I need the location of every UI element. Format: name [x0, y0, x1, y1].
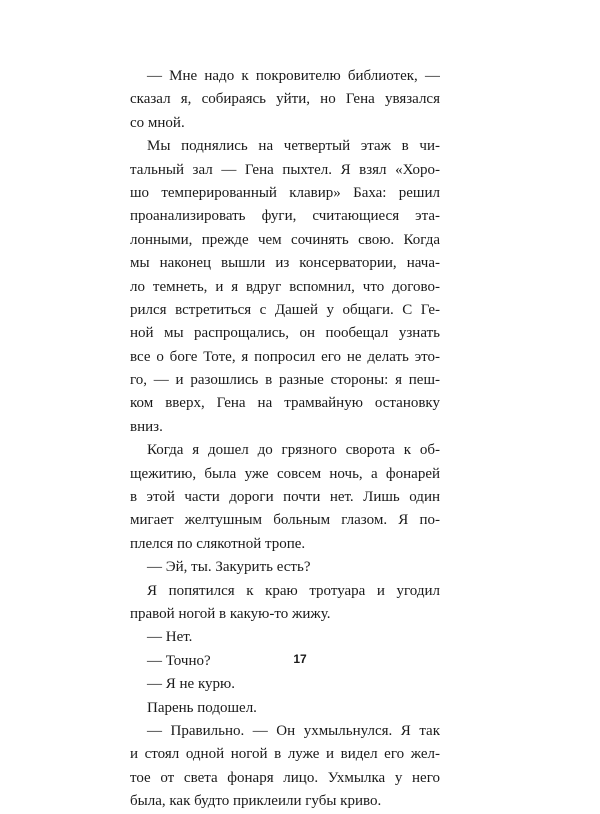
text-line: тальный зал — Гена пыхтел. Я взял «Хоро- — [130, 161, 440, 178]
text-line: щежитию, была уже совсем ночь, а фонарей — [130, 465, 440, 482]
text-line: Мы поднялись на четвертый этаж в чи- — [147, 138, 440, 155]
text-line: го, — и разошлись в разные стороны: я пеш- — [130, 372, 440, 389]
text-line: — Мне надо к покровителю библиотек, — — [147, 68, 440, 84]
text-line: тое от света фонаря лицо. Ухмылка у него — [130, 769, 440, 786]
text-line: правой ногой в какую-то жижу. — [130, 605, 331, 622]
text-line: лонными, прежде чем сочинять свою. Когда — [130, 231, 440, 248]
text-line: мигает желтушным больным глазом. Я по- — [130, 512, 440, 529]
text-line: ло темнеть, и я вдруг вспомнил, что догово- — [130, 278, 440, 295]
text-line: сказал я, собираясь уйти, но Гена увязался — [130, 91, 440, 108]
text-line: Парень подошел. — [147, 699, 257, 716]
text-line: — Точно? — [147, 652, 211, 669]
text-line: проанализировать фуги, считающиеся эта- — [130, 208, 440, 225]
text-line: плелся по слякотной тропе. — [130, 535, 306, 552]
text-line: рился встретиться с Дашей у общаги. С Ге- — [130, 301, 440, 318]
text-line: — Я не курю. — [147, 676, 235, 693]
text-line: — Нет. — [147, 629, 193, 646]
body-text — [130, 65, 440, 814]
page-number: 17 — [293, 652, 307, 666]
text-line: Когда я дошел до грязного сворота к об- — [147, 442, 440, 459]
text-line: ной мы распрощались, он пообещал узнать — [130, 325, 440, 342]
text-line: все о боге Тоте, я попросил его не делать это- — [130, 348, 440, 365]
text-line: и стоял одной ногой в луже и видел его жел- — [130, 746, 440, 763]
text-line: со мной. — [130, 114, 185, 131]
text-line: мы наконец вышли из консерватории, нача- — [130, 255, 440, 272]
text-line: — Эй, ты. Закурить есть? — [147, 559, 311, 576]
text-line: вниз. — [130, 418, 163, 435]
text-line: Я попятился к краю тротуара и угодил — [147, 582, 440, 599]
text-line: шо темперированный клавир» Баха: решил — [130, 184, 440, 201]
text-line: в этой части дороги почти нет. Лишь один — [130, 489, 440, 506]
text-line: была, как будто приклеили губы криво. — [130, 793, 382, 810]
text-line: ком вверх, Гена на трамвайную остановку — [130, 395, 440, 412]
text-line: — Правильно. — Он ухмыльнулся. Я так — [147, 722, 440, 739]
